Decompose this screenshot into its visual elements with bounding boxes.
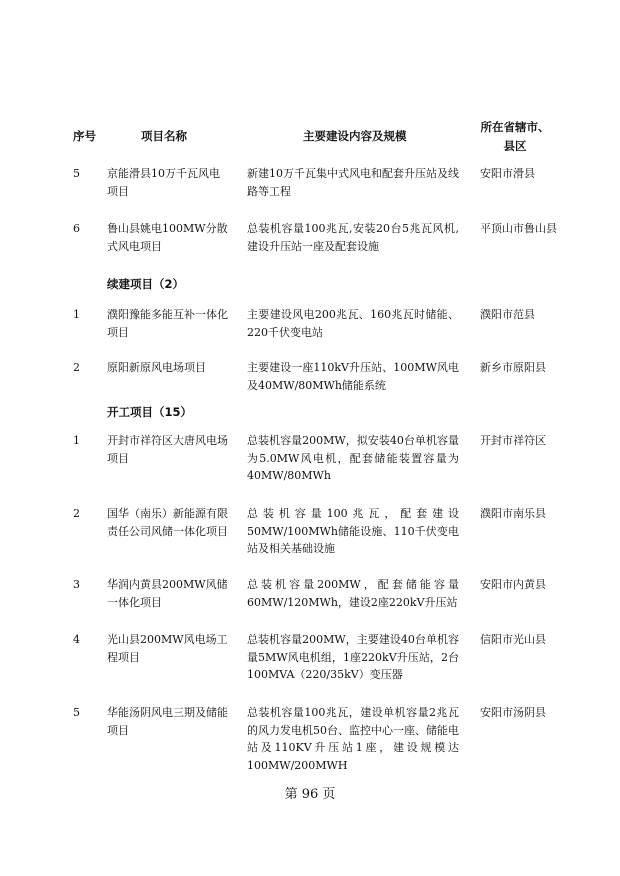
- section-heading-continued: 续建项目（2）: [107, 277, 185, 291]
- row-name: 原阳新原风电场项目: [107, 361, 206, 374]
- row-seq: 6: [73, 222, 80, 235]
- row-location: 安阳市汤阴县: [480, 706, 546, 719]
- row-location: 安阳市内黄县: [480, 578, 546, 591]
- row-location: 濮阳市范县: [480, 308, 535, 321]
- row-location: 平顶山市鲁山县: [480, 222, 557, 235]
- row-name: 华润内黄县200MW风储一体化项目: [107, 578, 228, 609]
- row-name: 鲁山县姚电100MW分散式风电项目: [107, 222, 228, 253]
- row-seq: 5: [73, 706, 80, 719]
- header-name: 项目名称: [141, 129, 187, 143]
- row-seq: 5: [73, 167, 80, 180]
- row-scope: 总装机容量200MW，主要建设40台单机容量5MW风电机组，1座220kV升压站，2台100MVA（220/35kV）变压器: [247, 633, 459, 681]
- row-scope: 总装机容量200MW，拟安装40台单机容量为5.0MW风电机，配套储能装置容量为40MW/80MWh: [247, 434, 459, 482]
- row-name: 国华（南乐）新能源有限责任公司风储一体化项目: [107, 507, 228, 538]
- row-scope: 主要建设一座110kV升压站、100MW风电及40MW/80MWh储能系统: [247, 361, 459, 392]
- row-scope: 主要建设风电200兆瓦、160兆瓦时储能、220千伏变电站: [247, 308, 459, 339]
- header-location: [480, 118, 550, 156]
- row-name: 濮阳豫能多能互补一体化项目: [107, 308, 228, 339]
- row-seq: 4: [73, 633, 80, 646]
- row-seq: 2: [73, 361, 80, 374]
- row-seq: 1: [73, 434, 80, 447]
- row-name: 京能滑县10万千瓦风电项目: [107, 167, 220, 198]
- header-seq: 序号: [73, 129, 96, 143]
- page-number: 第 96 页: [284, 787, 336, 802]
- row-name: 开封市祥符区大唐风电场项目: [107, 434, 228, 465]
- header-scope: 主要建设内容及规模: [303, 129, 407, 143]
- header-location-line2: 县区: [503, 139, 527, 153]
- row-location: 濮阳市南乐县: [480, 507, 546, 520]
- row-location: 新乡市原阳县: [480, 361, 546, 374]
- row-location: 信阳市光山县: [480, 633, 546, 646]
- table-header: [0, 118, 620, 158]
- row-seq: 3: [73, 578, 80, 591]
- row-scope: 总装机容量200MW，配套储能容量60MW/120MWh，建设2座220kV升压站: [247, 578, 459, 609]
- row-name: 华能汤阴风电三期及储能项目: [107, 706, 228, 737]
- section-heading-started: 开工项目（15）: [107, 405, 193, 419]
- row-seq: 2: [73, 507, 80, 520]
- row-seq: 1: [73, 308, 80, 321]
- row-scope: 总装机容量100兆瓦，建设单机容量2兆瓦的风力发电机50台、监控中心一座、储能电站及110KV升压站1座，建设规模达100MW/200MWH: [247, 706, 459, 772]
- header-location-line1: 所在省辖市、: [480, 120, 550, 134]
- row-scope: 总装机容量100兆瓦，配套建设50MW/100MWh储能设施、110千伏变电站及相关基础设施: [247, 507, 459, 555]
- row-location: 开封市祥符区: [480, 434, 546, 447]
- row-scope: 新建10万千瓦集中式风电和配套升压站及线路等工程: [247, 167, 459, 198]
- row-name: 光山县200MW风电场工程项目: [107, 633, 228, 664]
- row-location: 安阳市滑县: [480, 167, 535, 180]
- row-scope: 总装机容量100兆瓦,安装20台5兆瓦风机,建设升压站一座及配套设施: [247, 222, 459, 253]
